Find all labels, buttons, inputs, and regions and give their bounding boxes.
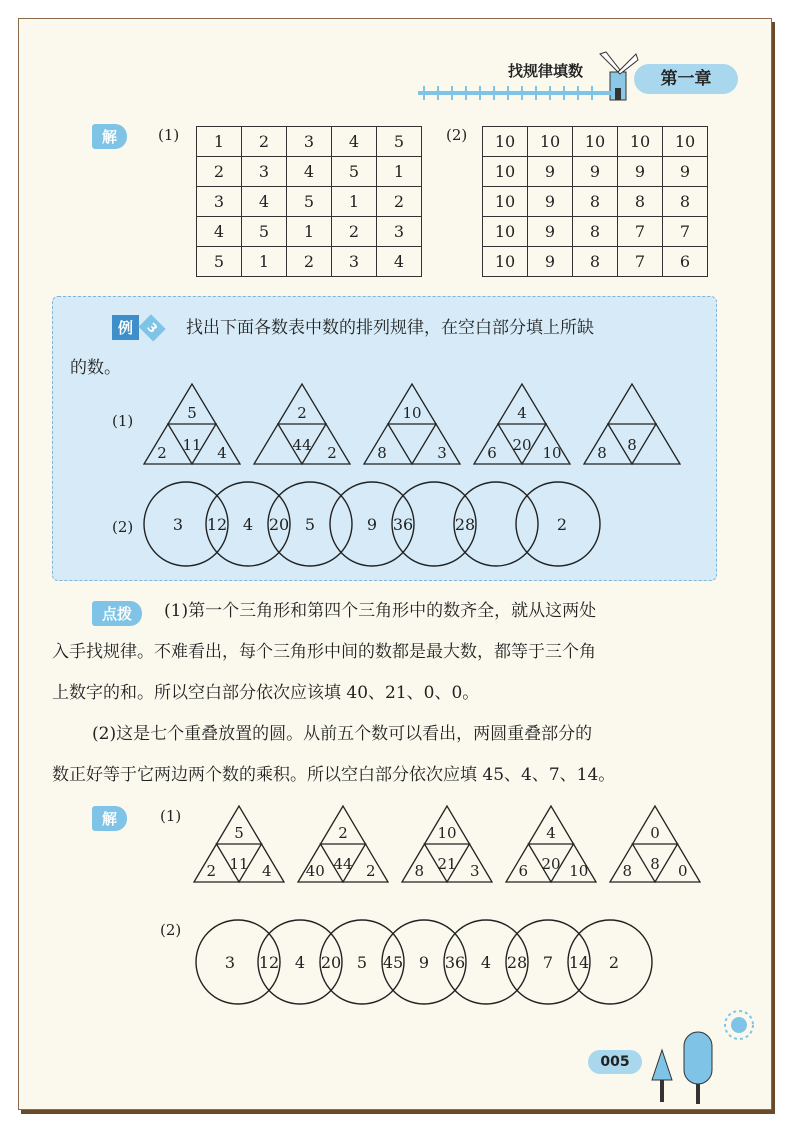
example-part-1-label: (1)	[112, 412, 134, 430]
tree-icon	[648, 1030, 728, 1106]
triangle-right-value: 3	[437, 444, 447, 462]
table-cell: 1	[332, 187, 377, 217]
triangle-center-value: 21	[437, 855, 457, 873]
number-triangle	[364, 384, 460, 464]
overlap-value: 36	[392, 515, 414, 534]
table-row	[483, 127, 708, 157]
triangle-right-value: 4	[217, 444, 227, 462]
triangle-top-value: 2	[338, 824, 348, 842]
example-circles	[140, 478, 610, 570]
triangle-center-value: 20	[512, 436, 532, 454]
triangle-right-value: 0	[677, 862, 688, 880]
circle-value: 5	[356, 953, 368, 972]
number-triangle	[144, 384, 240, 464]
table-cell: 3	[197, 187, 242, 217]
overlap-value: 28	[454, 515, 476, 534]
table-cell: 2	[377, 187, 422, 217]
answer-part-2-label: (2)	[446, 126, 468, 144]
number-triangle	[610, 806, 700, 882]
circle-value: 9	[418, 953, 430, 972]
circle-value: 7	[542, 953, 554, 972]
triangle-center-value: 44	[333, 855, 353, 873]
table-cell: 7	[618, 247, 663, 277]
table-cell: 6	[663, 247, 708, 277]
example-part-2-label: (2)	[112, 518, 134, 536]
answer-part-1-label: (1)	[158, 126, 180, 144]
triangle-right-value: 2	[365, 862, 376, 880]
table-cell: 10	[573, 127, 618, 157]
table-cell: 10	[483, 187, 528, 217]
triangle-top-value: 4	[546, 824, 556, 842]
table-cell: 2	[197, 157, 242, 187]
table-cell: 10	[483, 127, 528, 157]
table-row	[483, 157, 708, 187]
table-cell: 8	[573, 247, 618, 277]
triangle-left-value: 8	[377, 444, 387, 462]
triangle-left-value: 6	[487, 444, 497, 462]
table-cell: 5	[377, 127, 422, 157]
circle-value: 3	[224, 953, 236, 972]
table-row	[197, 217, 422, 247]
triangle-center-value: 11	[182, 436, 202, 454]
example-question-line-1: 找出下面各数表中数的排列规律，在空白部分填上所缺	[186, 318, 594, 338]
triangle-center-value: 8	[650, 855, 660, 873]
number-triangle	[254, 384, 350, 464]
table-cell: 3	[287, 127, 332, 157]
table-cell: 3	[242, 157, 287, 187]
table-cell: 9	[528, 247, 573, 277]
triangle-left-value: 8	[622, 862, 633, 880]
triangle-top-value: 4	[517, 404, 527, 422]
circle-value: 4	[242, 515, 254, 534]
table-row	[197, 247, 422, 277]
table-cell: 4	[197, 217, 242, 247]
table-cell: 1	[242, 247, 287, 277]
hint-badge: 点拨	[92, 601, 142, 626]
table-row	[483, 187, 708, 217]
overlap-value: 36	[444, 953, 466, 972]
table-cell: 9	[663, 157, 708, 187]
table-cell: 7	[618, 217, 663, 247]
table-cell: 10	[483, 157, 528, 187]
example-badge-number: 3	[139, 314, 166, 341]
table-cell: 2	[332, 217, 377, 247]
table-cell: 2	[242, 127, 287, 157]
answer-badge: 解	[92, 124, 127, 149]
table-cell: 10	[663, 127, 708, 157]
triangle-left-value: 2	[206, 862, 217, 880]
table-cell: 9	[618, 157, 663, 187]
answer-2-part-2-label: (2)	[160, 921, 182, 939]
table-row	[483, 217, 708, 247]
table-cell: 1	[197, 127, 242, 157]
circle-value: 2	[608, 953, 620, 972]
table-cell: 9	[528, 217, 573, 247]
triangle-right-value: 10	[569, 862, 589, 880]
triangle-center-value: 8	[627, 436, 637, 454]
triangle-center-value: 44	[292, 436, 312, 454]
table-cell: 9	[528, 187, 573, 217]
overlap-value: 12	[206, 515, 228, 534]
table-cell: 4	[242, 187, 287, 217]
number-triangle	[298, 806, 388, 882]
table-cell: 4	[287, 157, 332, 187]
table-cell: 2	[287, 247, 332, 277]
hint-line-2: 入手找规律。不难看出，每个三角形中间的数都是最大数，都等于三个角	[52, 642, 596, 662]
table-cell: 1	[287, 217, 332, 247]
triangle-top-value: 0	[650, 824, 660, 842]
triangle-left-value: 6	[518, 862, 529, 880]
answer-triangles	[190, 802, 720, 890]
example-question-line-2: 的数。	[70, 358, 121, 378]
circle-value: 4	[294, 953, 306, 972]
table-row	[197, 127, 422, 157]
number-triangle	[474, 384, 570, 464]
table-cell: 7	[663, 217, 708, 247]
triangle-top-value: 10	[437, 824, 457, 842]
number-triangle	[194, 806, 284, 882]
table-row	[197, 187, 422, 217]
table-cell: 10	[483, 247, 528, 277]
table-cell: 3	[332, 247, 377, 277]
number-triangle	[506, 806, 596, 882]
circle-value: 9	[366, 515, 378, 534]
triangle-left-value: 2	[157, 444, 167, 462]
circle-value: 5	[304, 515, 316, 534]
example-badge-label: 例	[112, 315, 139, 340]
table-cell: 9	[573, 157, 618, 187]
table-row	[197, 157, 422, 187]
table-cell: 3	[377, 217, 422, 247]
triangle-right-value: 2	[327, 444, 337, 462]
triangle-center-value: 20	[541, 855, 561, 873]
triangle-top-value: 5	[234, 824, 244, 842]
number-triangle	[402, 806, 492, 882]
hint-line-3: 上数字的和。所以空白部分依次应该填 40、21、0、0。	[52, 683, 480, 703]
triangle-top-value: 2	[297, 404, 307, 422]
table-cell: 8	[573, 217, 618, 247]
triangle-left-value: 8	[597, 444, 607, 462]
table-cell: 5	[197, 247, 242, 277]
number-triangle	[584, 384, 680, 464]
number-table-1	[196, 126, 422, 277]
triangle-center-value: 11	[229, 855, 249, 873]
triangle-right-value: 3	[469, 862, 480, 880]
overlap-value: 28	[506, 953, 528, 972]
table-cell: 8	[573, 187, 618, 217]
hint-line-5: 数正好等于它两边两个数的乘积。所以空白部分依次应填 45、4、7、14。	[52, 765, 616, 785]
page-number: 005	[588, 1050, 642, 1074]
table-cell: 5	[242, 217, 287, 247]
overlap-value: 14	[568, 953, 590, 972]
section-title: 找规律填数	[508, 62, 584, 80]
triangle-right-value: 4	[261, 862, 272, 880]
table-cell: 9	[528, 157, 573, 187]
circle-value: 3	[172, 515, 184, 534]
answer-circles	[192, 916, 662, 1008]
circle-value: 2	[556, 515, 568, 534]
triangle-inner	[388, 424, 436, 464]
table-cell: 5	[332, 157, 377, 187]
table-cell: 8	[618, 187, 663, 217]
table-cell: 4	[377, 247, 422, 277]
triangle-left-value: 40	[305, 862, 325, 880]
triangle-top-value: 5	[187, 404, 197, 422]
answer-2-part-1-label: (1)	[160, 807, 182, 825]
triangle-left-value: 8	[414, 862, 425, 880]
hint-line-1: (1)第一个三角形和第四个三角形中的数齐全，就从这两处	[164, 601, 597, 621]
overlap-value: 20	[268, 515, 290, 534]
table-cell: 4	[332, 127, 377, 157]
table-cell: 8	[663, 187, 708, 217]
chapter-label: 第一章	[634, 64, 738, 94]
overlap-value: 12	[258, 953, 280, 972]
table-row	[483, 247, 708, 277]
number-table-2	[482, 126, 708, 277]
triangle-top-value: 10	[402, 404, 422, 422]
table-cell: 10	[528, 127, 573, 157]
decorative-ruler	[418, 86, 618, 100]
table-cell: 5	[287, 187, 332, 217]
triangle-right-value: 10	[542, 444, 562, 462]
example-triangles	[140, 380, 700, 470]
hint-line-4: (2)这是七个重叠放置的圆。从前五个数可以看出，两圆重叠部分的	[92, 724, 593, 744]
circle-value: 4	[480, 953, 492, 972]
example-badge	[112, 315, 165, 340]
table-cell: 10	[618, 127, 663, 157]
table-cell: 1	[377, 157, 422, 187]
overlap-value: 45	[382, 953, 404, 972]
table-cell: 10	[483, 217, 528, 247]
overlap-value: 20	[320, 953, 342, 972]
answer-2-badge: 解	[92, 806, 127, 831]
